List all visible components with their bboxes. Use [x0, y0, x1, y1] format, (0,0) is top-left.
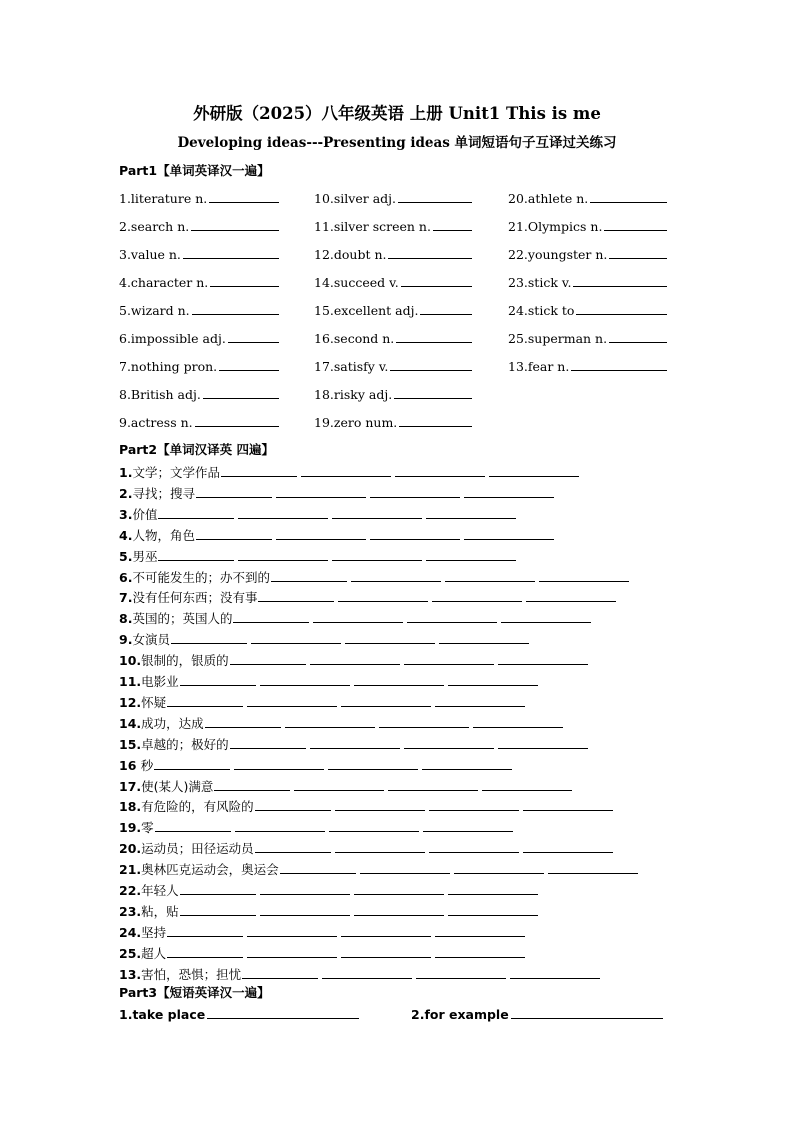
answer-blank[interactable]	[539, 568, 629, 582]
part2-row-number: 25.	[119, 945, 142, 961]
answer-blank[interactable]	[435, 693, 525, 707]
part1-item	[119, 301, 279, 318]
part2-row	[119, 839, 613, 857]
part2-row-label: 人物，角色	[132, 527, 195, 543]
answer-blank[interactable]	[429, 839, 519, 853]
part1-item-label: 15.excellent adj.	[314, 303, 419, 318]
answer-blank[interactable]	[301, 463, 391, 477]
answer-blank[interactable]	[448, 902, 538, 916]
answer-blank[interactable]	[464, 526, 554, 540]
answer-blank[interactable]	[214, 777, 290, 791]
part2-row-number: 12.	[119, 694, 142, 710]
answer-blank[interactable]	[341, 944, 431, 958]
answer-blank[interactable]	[260, 672, 350, 686]
part1-item	[508, 329, 667, 346]
part2-row-label: 价值	[132, 506, 158, 522]
answer-blank[interactable]	[294, 777, 384, 791]
answer-blank[interactable]	[341, 693, 431, 707]
part1-item-label: 23.stick v.	[508, 275, 572, 290]
part2-row	[119, 735, 588, 753]
part3-heading: Part3【短语英译汉一遍】	[119, 985, 270, 1000]
answer-blank[interactable]	[420, 301, 472, 315]
part2-row	[119, 651, 588, 669]
answer-blank[interactable]	[407, 609, 497, 623]
part2-row	[119, 923, 525, 941]
part2-row-number: 22.	[119, 883, 142, 898]
part1-item	[314, 189, 472, 206]
part1-item-label: 8.British adj.	[119, 387, 201, 402]
answer-blank[interactable]	[247, 693, 337, 707]
part1-item	[314, 273, 472, 290]
part2-row-label: 使(某人)满意	[141, 778, 214, 794]
answer-blank[interactable]	[196, 484, 272, 498]
answer-blank[interactable]	[158, 505, 234, 519]
answer-blank[interactable]	[180, 672, 256, 686]
part2-row	[119, 547, 516, 565]
part2-row-label: 卓越的；极好的	[141, 736, 229, 752]
answer-blank[interactable]	[155, 818, 231, 832]
part2-row	[119, 609, 591, 627]
part2-row-label: 超人	[141, 945, 167, 961]
part2-row-number: 3.	[119, 506, 133, 522]
part2-row-label: 英国的；英国人的	[132, 611, 233, 627]
answer-blank[interactable]	[590, 189, 667, 203]
part2-row-number: 16	[119, 757, 141, 773]
part2-row	[119, 714, 563, 732]
part2-row-number: 10.	[119, 653, 142, 669]
part2-row-number: 20.	[119, 841, 142, 857]
answer-blank[interactable]	[205, 714, 281, 728]
answer-blank[interactable]	[285, 714, 375, 728]
part3-item	[411, 1005, 663, 1022]
part2-row-label: 坚持	[141, 924, 167, 940]
part1-item	[314, 413, 472, 430]
part1-item-label: 18.risky adj.	[314, 387, 393, 402]
part1-item-label: 12.doubt n.	[314, 247, 387, 262]
answer-blank[interactable]	[310, 651, 400, 665]
answer-blank[interactable]	[473, 714, 563, 728]
answer-blank[interactable]	[260, 902, 350, 916]
answer-blank[interactable]	[329, 818, 419, 832]
part2-row-label: 怀疑	[141, 694, 167, 710]
answer-blank[interactable]	[332, 547, 422, 561]
part2-row-label: 粘，贴	[141, 903, 179, 919]
part2-row-label: 零	[141, 820, 154, 836]
answer-blank[interactable]	[228, 329, 279, 343]
answer-blank[interactable]	[276, 526, 366, 540]
answer-blank[interactable]	[445, 568, 535, 582]
document-subtitle: Developing ideas---Presenting ideas 单词短语句子互译过关练习	[177, 135, 617, 151]
part2-row-label: 寻找；搜寻	[132, 485, 195, 501]
part2-row-label: 年轻人	[141, 883, 179, 898]
part3-item-label: 1.take place	[119, 1007, 206, 1022]
answer-blank[interactable]	[501, 609, 591, 623]
answer-blank[interactable]	[310, 735, 400, 749]
part2-row	[119, 860, 638, 878]
answer-blank[interactable]	[396, 329, 472, 343]
answer-blank[interactable]	[360, 860, 450, 874]
part2-row-label: 秒	[140, 757, 154, 773]
answer-blank[interactable]	[573, 273, 667, 287]
part1-item	[119, 413, 279, 430]
part2-row-label: 不可能发生的；办不到的	[132, 569, 270, 585]
answer-blank[interactable]	[247, 923, 337, 937]
answer-blank[interactable]	[404, 651, 494, 665]
part1-item	[314, 217, 472, 234]
part2-row-number: 11.	[119, 674, 142, 689]
part2-row-number: 7.	[119, 590, 133, 606]
part1-item-label: 24.stick to	[508, 303, 575, 318]
answer-blank[interactable]	[571, 357, 667, 371]
part2-row	[119, 526, 554, 544]
answer-blank[interactable]	[511, 1005, 663, 1019]
part2-row	[119, 568, 629, 586]
answer-blank[interactable]	[234, 756, 324, 770]
answer-blank[interactable]	[255, 797, 331, 811]
part2-row-number: 4.	[119, 527, 133, 543]
answer-blank[interactable]	[609, 245, 667, 259]
part2-row	[119, 630, 529, 648]
answer-blank[interactable]	[395, 463, 485, 477]
part1-item	[119, 217, 279, 234]
answer-blank[interactable]	[260, 881, 350, 895]
answer-blank[interactable]	[351, 568, 441, 582]
answer-blank[interactable]	[388, 245, 472, 259]
part1-item	[508, 273, 667, 290]
answer-blank[interactable]	[433, 217, 472, 231]
answer-blank[interactable]	[167, 944, 243, 958]
part1-item-label: 7.nothing pron.	[119, 359, 218, 374]
answer-blank[interactable]	[394, 385, 472, 399]
answer-blank[interactable]	[370, 484, 460, 498]
answer-blank[interactable]	[335, 797, 425, 811]
part1-item-label: 16.second n.	[314, 331, 395, 346]
part1-item-label: 17.satisfy v.	[314, 359, 389, 374]
answer-blank[interactable]	[180, 881, 256, 895]
answer-blank[interactable]	[576, 301, 667, 315]
answer-blank[interactable]	[338, 588, 428, 602]
answer-blank[interactable]	[158, 547, 234, 561]
answer-blank[interactable]	[388, 777, 478, 791]
answer-blank[interactable]	[399, 413, 472, 427]
part2-row-number: 13.	[119, 966, 142, 982]
part2-row-number: 23.	[119, 903, 142, 919]
part2-row-label: 女演员	[132, 632, 170, 648]
part2-row	[119, 944, 525, 962]
answer-blank[interactable]	[341, 923, 431, 937]
answer-blank[interactable]	[464, 484, 554, 498]
part1-item-label: 19.zero num.	[314, 415, 398, 430]
part2-row-number: 14.	[119, 715, 142, 731]
part2-row-label: 奥林匹克运动会，奥运会	[141, 862, 279, 878]
answer-blank[interactable]	[426, 547, 516, 561]
answer-blank[interactable]	[523, 839, 613, 853]
answer-blank[interactable]	[345, 630, 435, 644]
answer-blank[interactable]	[191, 217, 279, 231]
part2-row-label: 电影业	[141, 674, 179, 689]
part2-row	[119, 588, 616, 606]
part2-row	[119, 902, 538, 920]
answer-blank[interactable]	[258, 588, 334, 602]
part1-item-label: 5.wizard n.	[119, 303, 190, 318]
answer-blank[interactable]	[401, 273, 472, 287]
part1-item	[119, 357, 279, 374]
answer-blank[interactable]	[482, 777, 572, 791]
answer-blank[interactable]	[171, 630, 247, 644]
part1-item-label: 20.athlete n.	[508, 191, 589, 206]
answer-blank[interactable]	[247, 944, 337, 958]
part1-heading: Part1【单词英译汉一遍】	[119, 163, 270, 178]
answer-blank[interactable]	[489, 463, 579, 477]
part1-item	[119, 329, 279, 346]
answer-blank[interactable]	[219, 357, 279, 371]
answer-blank[interactable]	[448, 881, 538, 895]
part3-item-label: 2.for example	[411, 1007, 509, 1022]
part1-item	[119, 245, 279, 262]
answer-blank[interactable]	[203, 385, 279, 399]
part1-item-label: 11.silver screen n.	[314, 219, 431, 234]
part2-row-number: 5.	[119, 548, 133, 564]
part3-item	[119, 1005, 359, 1022]
part1-item	[314, 301, 472, 318]
answer-blank[interactable]	[604, 217, 667, 231]
part1-item	[119, 189, 279, 206]
part1-item	[508, 245, 667, 262]
part2-row-label: 运动员；田径运动员	[141, 841, 254, 857]
answer-blank[interactable]	[354, 902, 444, 916]
document-title: 外研版（2025）八年级英语 上册 Unit1 This is me	[193, 104, 601, 123]
part1-item-label: 6.impossible adj.	[119, 331, 226, 346]
answer-blank[interactable]	[238, 547, 328, 561]
part2-row	[119, 756, 512, 774]
answer-blank[interactable]	[230, 735, 306, 749]
answer-blank[interactable]	[435, 944, 525, 958]
part2-row-number: 21.	[119, 862, 142, 878]
part2-row	[119, 797, 613, 815]
part1-item-label: 13.fear n.	[508, 359, 570, 374]
answer-blank[interactable]	[379, 714, 469, 728]
part2-row-label: 成功，达成	[141, 715, 204, 731]
part1-item-label: 4.character n.	[119, 275, 209, 290]
answer-blank[interactable]	[404, 735, 494, 749]
answer-blank[interactable]	[276, 484, 366, 498]
answer-blank[interactable]	[196, 526, 272, 540]
answer-blank[interactable]	[280, 860, 356, 874]
answer-blank[interactable]	[167, 693, 243, 707]
answer-blank[interactable]	[335, 839, 425, 853]
answer-blank[interactable]	[416, 965, 506, 979]
answer-blank[interactable]	[432, 588, 522, 602]
answer-blank[interactable]	[195, 413, 279, 427]
part2-row-label: 文学；文学作品	[132, 465, 220, 480]
part1-item-label: 3.value n.	[119, 247, 181, 262]
answer-blank[interactable]	[154, 756, 230, 770]
answer-blank[interactable]	[271, 568, 347, 582]
part1-item-label: 22.youngster n.	[508, 247, 608, 262]
part2-row-number: 19.	[119, 820, 142, 836]
answer-blank[interactable]	[548, 860, 638, 874]
part1-item	[119, 385, 279, 402]
part2-row	[119, 881, 538, 899]
part1-item	[508, 357, 667, 374]
part1-item	[314, 357, 472, 374]
part1-item-label: 10.silver adj.	[314, 191, 397, 206]
answer-blank[interactable]	[210, 273, 279, 287]
answer-blank[interactable]	[390, 357, 472, 371]
part2-row-number: 9.	[119, 632, 133, 648]
answer-blank[interactable]	[235, 818, 325, 832]
part1-item-label: 14.succeed v.	[314, 275, 399, 290]
answer-blank[interactable]	[221, 463, 297, 477]
answer-blank[interactable]	[354, 672, 444, 686]
answer-blank[interactable]	[233, 609, 309, 623]
answer-blank[interactable]	[448, 672, 538, 686]
answer-blank[interactable]	[609, 329, 667, 343]
answer-blank[interactable]	[398, 189, 472, 203]
part2-row	[119, 818, 513, 836]
part2-row-number: 8.	[119, 611, 133, 627]
answer-blank[interactable]	[439, 630, 529, 644]
answer-blank[interactable]	[498, 651, 588, 665]
answer-blank[interactable]	[498, 735, 588, 749]
part1-item	[314, 329, 472, 346]
part2-row-label: 有危险的，有风险的	[141, 799, 254, 815]
part1-item	[508, 217, 667, 234]
answer-blank[interactable]	[523, 797, 613, 811]
answer-blank[interactable]	[426, 505, 516, 519]
part2-heading: Part2【单词汉译英 四遍】	[119, 442, 274, 457]
part2-row-number: 6.	[119, 569, 133, 585]
part1-item	[508, 301, 667, 318]
part2-row-label: 害怕，恐惧；担忧	[141, 966, 242, 982]
part2-row	[119, 965, 600, 983]
part1-item-label: 9.actress n.	[119, 415, 193, 430]
part2-row-number: 2.	[119, 485, 133, 501]
answer-blank[interactable]	[230, 651, 306, 665]
answer-blank[interactable]	[332, 505, 422, 519]
answer-blank[interactable]	[242, 965, 318, 979]
part1-item	[119, 273, 279, 290]
answer-blank[interactable]	[209, 189, 279, 203]
answer-blank[interactable]	[526, 588, 616, 602]
answer-blank[interactable]	[422, 756, 512, 770]
part2-row	[119, 672, 538, 690]
answer-blank[interactable]	[328, 756, 418, 770]
part2-row-number: 17.	[119, 778, 142, 794]
answer-blank[interactable]	[167, 923, 243, 937]
part2-row	[119, 484, 554, 502]
part1-item-label: 25.superman n.	[508, 331, 608, 346]
part2-row-number: 1.	[119, 465, 133, 480]
answer-blank[interactable]	[207, 1005, 359, 1019]
part1-item-label: 21.Olympics n.	[508, 219, 603, 234]
answer-blank[interactable]	[255, 839, 331, 853]
answer-blank[interactable]	[510, 965, 600, 979]
answer-blank[interactable]	[423, 818, 513, 832]
answer-blank[interactable]	[435, 923, 525, 937]
answer-blank[interactable]	[354, 881, 444, 895]
answer-blank[interactable]	[183, 245, 279, 259]
answer-blank[interactable]	[454, 860, 544, 874]
answer-blank[interactable]	[238, 505, 328, 519]
part2-row-label: 男巫	[132, 548, 158, 564]
part2-row	[119, 505, 516, 523]
part2-row-label: 没有任何东西；没有事	[132, 590, 258, 606]
answer-blank[interactable]	[429, 797, 519, 811]
answer-blank[interactable]	[370, 526, 460, 540]
part2-row-number: 15.	[119, 736, 142, 752]
part2-row	[119, 693, 525, 711]
part1-item-label: 2.search n.	[119, 219, 190, 234]
part1-item-label: 1.literature n.	[119, 191, 208, 206]
part2-row-number: 24.	[119, 924, 142, 940]
part2-row-label: 银制的，银质的	[141, 653, 229, 669]
answer-blank[interactable]	[313, 609, 403, 623]
answer-blank[interactable]	[322, 965, 412, 979]
part2-row	[119, 777, 572, 795]
part1-item	[314, 385, 472, 402]
answer-blank[interactable]	[180, 902, 256, 916]
part2-row	[119, 463, 579, 481]
part2-row-number: 18.	[119, 799, 142, 815]
answer-blank[interactable]	[251, 630, 341, 644]
answer-blank[interactable]	[192, 301, 279, 315]
part1-item	[508, 189, 667, 206]
part1-item	[314, 245, 472, 262]
